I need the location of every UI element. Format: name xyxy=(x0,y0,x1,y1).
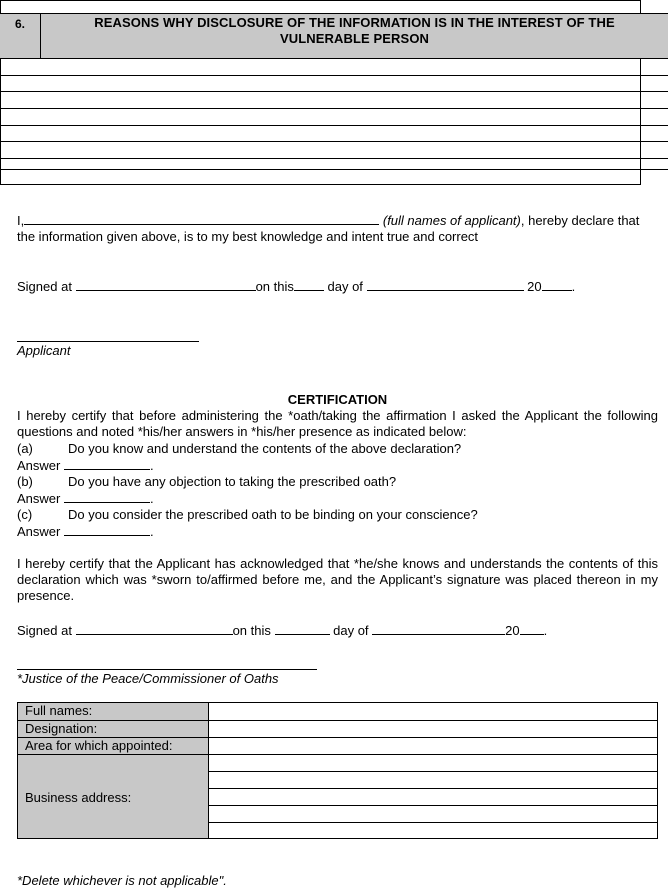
answer-c: Answer . xyxy=(17,524,154,539)
section-title-line-1: REASONS WHY DISCLOSURE OF THE INFORMATION IS IN THE INTEREST OF THE xyxy=(94,15,615,30)
reason-line[interactable] xyxy=(0,75,668,76)
signed-at-label: Signed at xyxy=(17,623,72,638)
question-marker: (a) xyxy=(17,441,33,456)
section-6-box xyxy=(0,0,641,185)
answer-label: Answer xyxy=(17,491,61,506)
declaration-line-1 xyxy=(17,212,658,229)
section-title-line-2: VULNERABLE PERSON xyxy=(279,31,430,46)
reason-line[interactable] xyxy=(0,108,668,109)
certification-intro: I hereby certify that before administering the *oath/taking the affirmation I asked the Applicant the following questions and noted *his/her answers in *his/her presence as indicated below: xyxy=(17,408,658,439)
question-b xyxy=(17,474,658,490)
section-title xyxy=(41,15,668,47)
full-names-input[interactable] xyxy=(209,703,658,720)
question-marker: (b) xyxy=(17,474,33,489)
footnote: *Delete whichever is not applicable". xyxy=(17,873,227,888)
commissioner-label: *Justice of the Peace/Commissioner of Oaths xyxy=(17,671,279,686)
certification-heading: CERTIFICATION xyxy=(287,392,388,407)
on-this-label: on this xyxy=(232,623,271,638)
period: . xyxy=(571,279,576,294)
year-prefix: 20 xyxy=(505,623,520,638)
question-text: Do you consider the prescribed oath to be binding on your conscience? xyxy=(68,507,478,522)
designation-input[interactable] xyxy=(209,721,658,737)
month-field[interactable] xyxy=(372,622,505,635)
commissioner-signature-line[interactable] xyxy=(17,669,317,670)
month-field[interactable] xyxy=(367,278,524,291)
day-of-label: day of xyxy=(327,279,363,294)
answer-field[interactable] xyxy=(64,523,150,536)
signed-at-field[interactable] xyxy=(76,622,233,635)
year-field[interactable] xyxy=(542,278,572,291)
signed-line-commissioner xyxy=(17,622,658,639)
section-6-header xyxy=(0,14,668,59)
area-label: Area for which appointed: xyxy=(18,738,209,754)
day-field[interactable] xyxy=(294,278,324,291)
address-line[interactable] xyxy=(209,771,657,772)
year-field[interactable] xyxy=(520,622,544,635)
reason-line[interactable] xyxy=(0,91,668,92)
reason-line[interactable] xyxy=(0,158,668,159)
year-prefix: 20 xyxy=(527,279,542,294)
designation-label: Designation: xyxy=(18,721,209,737)
reason-line[interactable] xyxy=(0,141,668,142)
area-input[interactable] xyxy=(209,738,658,754)
section-number: 6. xyxy=(0,14,41,58)
question-a xyxy=(17,441,658,457)
answer-label: Answer xyxy=(17,458,61,473)
question-marker: (c) xyxy=(17,507,33,522)
declaration-line-2: the information given above, is to my best knowledge and intent true and correct xyxy=(17,229,479,244)
answer-label: Answer xyxy=(17,524,61,539)
question-text: Do you know and understand the contents of the above declaration? xyxy=(68,441,462,456)
address-line[interactable] xyxy=(209,822,657,823)
business-address-label: Business address: xyxy=(18,755,209,838)
declaration-prefix: I, xyxy=(17,213,25,228)
full-names-label: Full names: xyxy=(18,703,209,720)
declaration-suffix: , hereby declare that xyxy=(520,213,640,228)
reason-line[interactable] xyxy=(0,169,668,170)
day-of-label: day of xyxy=(333,623,369,638)
question-c xyxy=(17,507,658,523)
day-field[interactable] xyxy=(275,622,330,635)
answer-field[interactable] xyxy=(64,457,150,470)
reason-line[interactable] xyxy=(0,125,668,126)
period: . xyxy=(543,623,548,638)
signed-at-field[interactable] xyxy=(76,278,256,291)
commissioner-details-table xyxy=(17,702,658,839)
answer-field[interactable] xyxy=(64,490,150,503)
on-this-label: on this xyxy=(255,279,294,294)
question-text: Do you have any objection to taking the prescribed oath? xyxy=(68,474,397,489)
answer-b: Answer . xyxy=(17,491,154,506)
acknowledgement-text: I hereby certify that the Applicant has acknowledged that *he/she knows and understands the contents of this declaration which was *sworn to/affirmed before me, and the Applicant’s signature was placed thereon in my presence. xyxy=(17,556,658,603)
answer-a: Answer . xyxy=(17,458,154,473)
signed-at-label: Signed at xyxy=(17,279,72,294)
address-line[interactable] xyxy=(209,805,657,806)
applicant-signature-line[interactable] xyxy=(17,341,199,342)
address-line[interactable] xyxy=(209,788,657,789)
full-names-hint: (full names of applicant) xyxy=(382,213,521,228)
full-names-field[interactable] xyxy=(24,212,379,225)
signed-line-applicant xyxy=(17,278,658,295)
applicant-label: Applicant xyxy=(17,343,71,358)
